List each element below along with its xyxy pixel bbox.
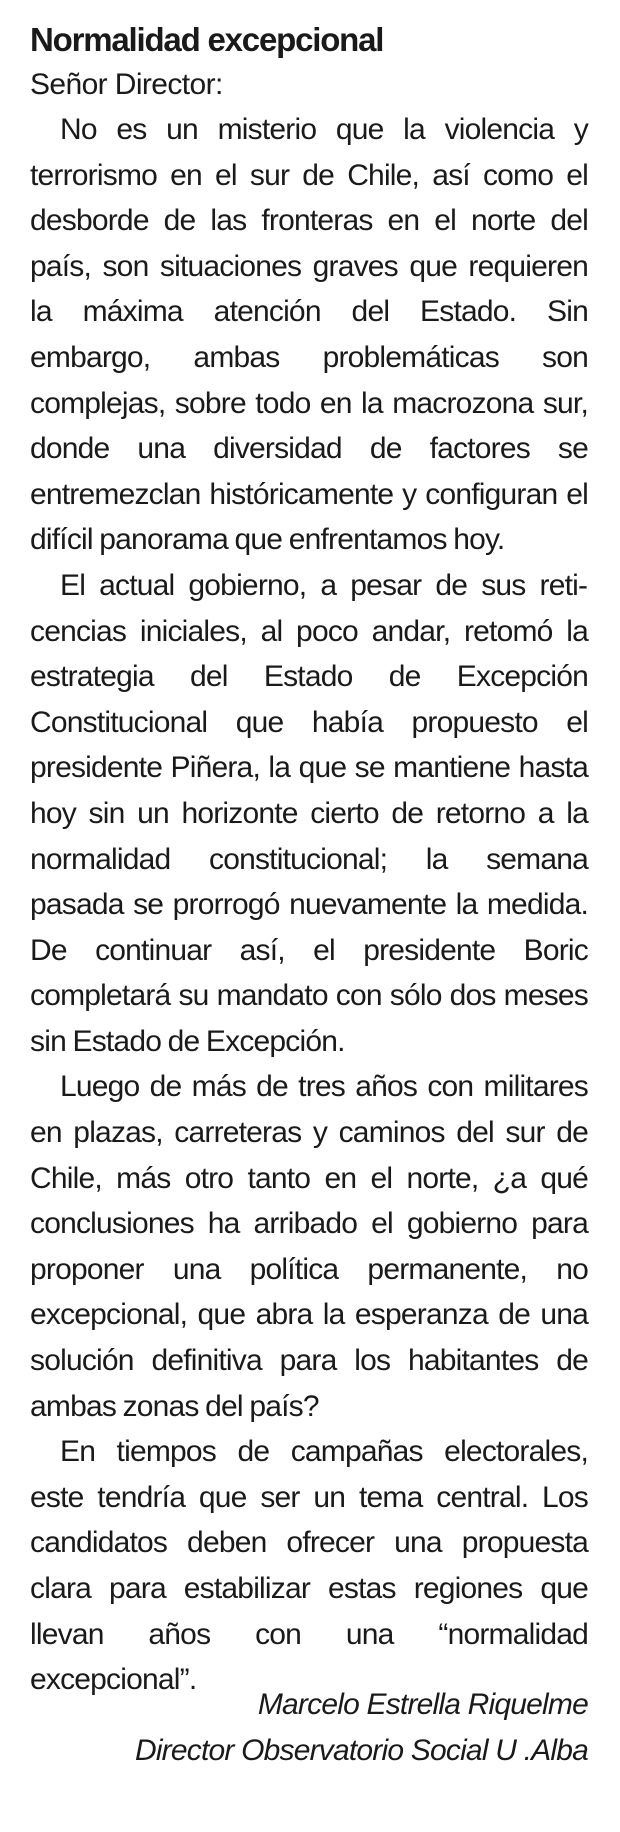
paragraph-1: No es un misterio que la violencia y terrorismo en el sur de Chile, así como el desborde de las fronteras en el norte del país, son situaciones graves que requieren la máxima atención del Estado. Sin embargo, ambas problemáticas son complejas, sobre todo en la macrozona sur, donde una diversidad de factores se entremezclan históricamente y configuran el difícil panorama que enfrentamos hoy.	[30, 113, 588, 557]
signature-block	[135, 1682, 588, 1774]
paragraph-2: El actual gobierno, a pesar de sus reticencias iniciales, al poco andar, retomó la estrategia del Estado de Excepción Constitucional que había propuesto el presidente Piñera, la que se mantiene hasta hoy sin un horizonte cierto de retorno a la normalidad constitucional; la semana pasada se prorrogó nuevamente la medida. De continuar así, el presidente Boric completará su mandato con sólo dos meses sin Estado de Excepción.	[30, 568, 588, 1058]
salutation: Señor Director:	[30, 68, 223, 101]
letter-to-editor	[30, 18, 588, 1767]
signature-name: Marcelo Estrella Riquelme	[257, 1688, 588, 1721]
headline: Normalidad excepcional	[30, 21, 384, 58]
paragraph-4: En tiempos de campañas electorales, este tendría que ser un tema central. Los candidatos deben ofrecer una propuesta clara para estabilizar estas regiones que llevan años con una “normalidad excepcional”.	[30, 1435, 588, 1697]
paragraph-3: Luego de más de tres años con militares en plazas, carreteras y caminos del sur de Chile, más otro tanto en el norte, ¿a qué conclusiones ha arribado el gobierno para proponer una política permanente, no excepcional, que abra la esperanza de una solución definitiva para los habitantes de ambas zonas del país?	[30, 1070, 588, 1423]
signature-title: Director Observatorio Social U .Alba	[134, 1734, 588, 1767]
